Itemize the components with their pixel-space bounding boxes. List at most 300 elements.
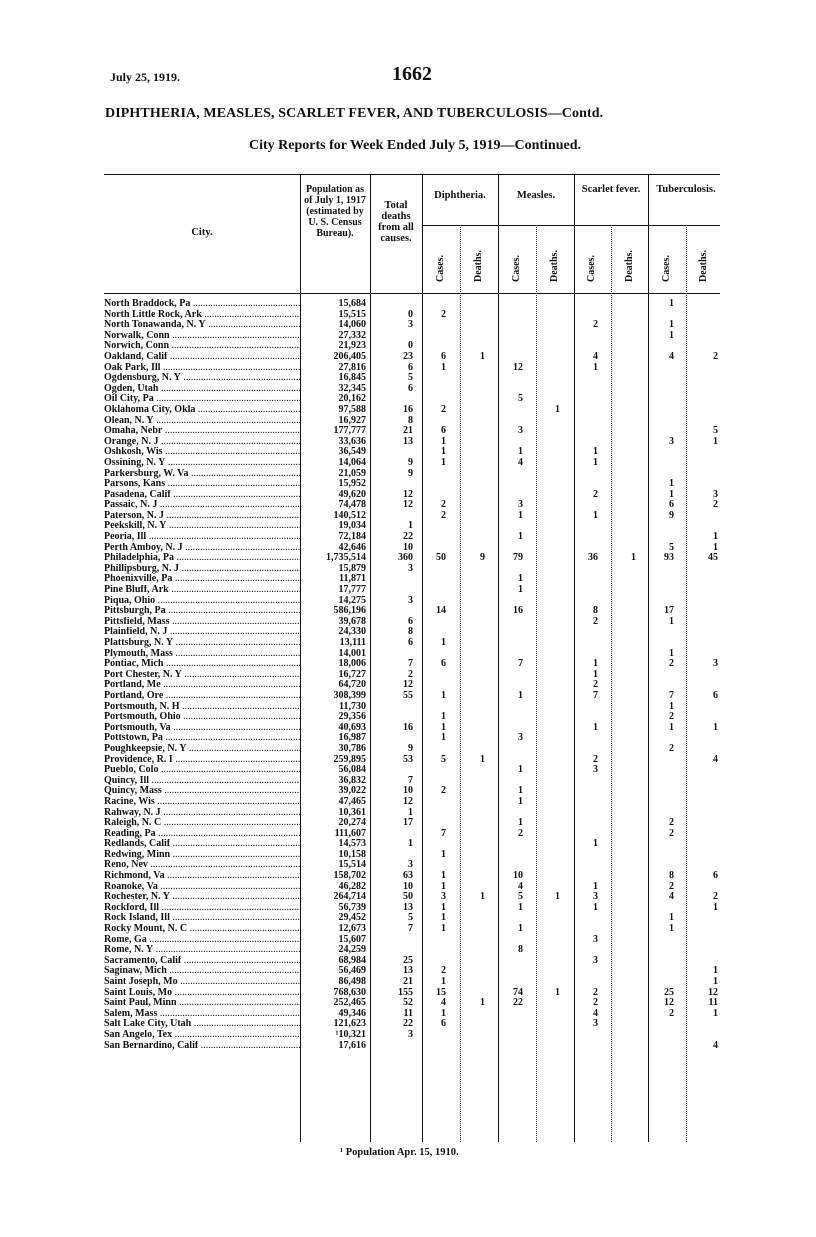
population-cell: 24,259 xyxy=(338,944,366,956)
population-cell: 56,469 xyxy=(338,965,366,977)
scarlet-fever-cases-cell: 1 xyxy=(593,668,598,680)
city-column-header: City. xyxy=(191,227,213,238)
diphtheria-cases-cell: 14 xyxy=(436,605,446,617)
population-cell: 39,022 xyxy=(338,785,366,797)
diphtheria-cases-cell: 4 xyxy=(441,997,446,1009)
total-deaths-cell: 12 xyxy=(403,795,413,807)
diphtheria-cases-cell: 1 xyxy=(441,1007,446,1019)
tuberculosis-cases-cell: 2 xyxy=(669,658,674,670)
population-cell: 14,060 xyxy=(338,319,366,331)
diphtheria-cases-cell: 1 xyxy=(441,361,446,373)
city-cell: North Little Rock, Ark ..... xyxy=(104,310,300,321)
diphtheria-cases-cell: 1 xyxy=(441,732,446,744)
city-cell: Portsmouth, Va ..... xyxy=(104,723,300,734)
scarlet-fever-cases-cell: 1 xyxy=(593,901,598,913)
scarlet-fever-deaths-cell: 1 xyxy=(631,552,636,564)
population-cell: 1,735,514 xyxy=(326,552,366,564)
tuberculosis-deaths-cell: 2 xyxy=(713,350,718,362)
city-cell: Raleigh, N. C ..... xyxy=(104,818,300,829)
city-cell: Parkersburg, W. Va ..... xyxy=(104,469,300,480)
population-cell: 15,514 xyxy=(338,859,366,871)
scarlet-fever-cases-cell: 2 xyxy=(593,319,598,331)
table-row xyxy=(104,1030,720,1041)
table-row xyxy=(104,469,720,480)
tuberculosis-cases-header: Cases. xyxy=(661,255,672,282)
measles-cases-cell: 12 xyxy=(513,361,523,373)
measles-cases-cell: 79 xyxy=(513,552,523,564)
city-cell: Olean, N. Y ..... xyxy=(104,416,300,427)
measles-cases-cell: 1 xyxy=(518,901,523,913)
diphtheria-deaths-cell: 9 xyxy=(480,552,485,564)
footnote: ¹ Population Apr. 15, 1910. xyxy=(340,1147,459,1158)
scarlet-fever-cases-cell: 1 xyxy=(593,456,598,468)
scarlet-fever-cases-cell: 4 xyxy=(593,1007,598,1019)
total-deaths-cell: 155 xyxy=(398,986,413,998)
city-cell: Plainfield, N. J ..... xyxy=(104,627,300,638)
measles-cases-cell: 22 xyxy=(513,997,523,1009)
total-deaths-cell: 7 xyxy=(408,658,413,670)
total-deaths-cell: 3 xyxy=(408,594,413,606)
tuberculosis-cases-cell: 1 xyxy=(669,319,674,331)
total-deaths-cell: 360 xyxy=(398,552,413,564)
diphtheria-cases-cell: 2 xyxy=(441,509,446,521)
scarlet-fever-cases-cell: 2 xyxy=(593,488,598,500)
population-cell: 33,636 xyxy=(338,435,366,447)
total-deaths-cell: 7 xyxy=(408,923,413,935)
population-cell: 177,777 xyxy=(333,425,366,437)
total-deaths-cell: 53 xyxy=(403,753,413,765)
diphtheria-deaths-cell: 1 xyxy=(480,350,485,362)
total-deaths-cell: 6 xyxy=(408,361,413,373)
page-date: July 25, 1919. xyxy=(110,70,181,84)
table-row xyxy=(104,458,720,469)
total-deaths-cell: 9 xyxy=(408,467,413,479)
table-row xyxy=(104,691,720,702)
measles-cases-cell: 16 xyxy=(513,605,523,617)
population-cell: 12,673 xyxy=(338,923,366,935)
scarlet-fever-cases-cell: 1 xyxy=(593,880,598,892)
population-cell: 47,465 xyxy=(338,795,366,807)
diphtheria-cases-cell: 2 xyxy=(441,785,446,797)
tuberculosis-deaths-cell: 1 xyxy=(713,541,718,553)
population-cell: 586,196 xyxy=(333,605,366,617)
tuberculosis-deaths-cell: 1 xyxy=(713,965,718,977)
total-deaths-cell: 16 xyxy=(403,403,413,415)
population-cell: 15,952 xyxy=(338,478,366,490)
diphtheria-cases-header: Cases. xyxy=(435,255,446,282)
total-deaths-cell: 23 xyxy=(403,350,413,362)
total-deaths-cell: 13 xyxy=(403,435,413,447)
scarlet-fever-cases-cell: 1 xyxy=(593,658,598,670)
diphtheria-deaths-cell: 1 xyxy=(480,753,485,765)
city-cell: Saginaw, Mich ..... xyxy=(104,966,300,977)
population-cell: 16,927 xyxy=(338,414,366,426)
city-cell: San Bernardino, Calif ..... xyxy=(104,1041,300,1052)
city-cell: Quincy, Ill ..... xyxy=(104,776,300,787)
diphtheria-column-header: Diphtheria. xyxy=(434,190,486,201)
population-cell: 21,923 xyxy=(338,340,366,352)
table-row xyxy=(104,977,720,988)
population-cell: 768,630 xyxy=(333,986,366,998)
tuberculosis-cases-cell: 1 xyxy=(669,298,674,309)
population-cell: 264,714 xyxy=(333,891,366,903)
measles-cases-cell: 74 xyxy=(513,986,523,998)
population-cell: 14,001 xyxy=(338,647,366,659)
tuberculosis-deaths-cell: 1 xyxy=(713,1007,718,1019)
city-cell: Richmond, Va ..... xyxy=(104,871,300,882)
tuberculosis-cases-cell: 8 xyxy=(669,870,674,882)
measles-column-header: Measles. xyxy=(516,190,556,201)
population-cell: 308,399 xyxy=(333,689,366,701)
page-subtitle: City Reports for Week Ended July 5, 1919—Continued. xyxy=(248,138,581,153)
tuberculosis-deaths-cell: 45 xyxy=(708,552,718,564)
total-deaths-cell: 12 xyxy=(403,488,413,500)
population-cell: 32,345 xyxy=(338,382,366,394)
total-deaths-cell: 17 xyxy=(403,817,413,829)
tuberculosis-cases-cell: 5 xyxy=(669,541,674,553)
measles-cases-cell: 1 xyxy=(518,509,523,521)
scarlet-fever-cases-cell: 1 xyxy=(593,509,598,521)
disease-header-rule xyxy=(422,225,720,226)
table-row xyxy=(104,839,720,850)
population-cell: 27,332 xyxy=(338,329,366,341)
city-cell: Piqua, Ohio ..... xyxy=(104,596,300,607)
total-deaths-cell: 1 xyxy=(408,520,413,532)
tuberculosis-cases-cell: 1 xyxy=(669,488,674,500)
total-deaths-cell: 0 xyxy=(408,340,413,352)
total-deaths-cell: 55 xyxy=(403,689,413,701)
measles-cases-cell: 1 xyxy=(518,689,523,701)
city-cell: Portland, Ore ..... xyxy=(104,691,300,702)
tuberculosis-deaths-cell: 4 xyxy=(713,1039,718,1051)
total-deaths-cell: 3 xyxy=(408,1028,413,1040)
total-deaths-cell: 50 xyxy=(403,891,413,903)
measles-cases-cell: 3 xyxy=(518,732,523,744)
total-deaths-cell: 8 xyxy=(408,414,413,426)
total-deaths-cell: 12 xyxy=(403,679,413,691)
total-deaths-cell: 0 xyxy=(408,308,413,320)
city-cell: Poughkeepsie, N. Y ..... xyxy=(104,744,300,755)
city-cell: Rochester, N. Y ..... xyxy=(104,892,300,903)
population-cell: 15,515 xyxy=(338,308,366,320)
diphtheria-cases-cell: 6 xyxy=(441,425,446,437)
diphtheria-cases-cell: 6 xyxy=(441,658,446,670)
scarlet-fever-cases-cell: 3 xyxy=(593,1018,598,1030)
population-cell: 20,274 xyxy=(338,817,366,829)
total-deaths-cell: 11 xyxy=(403,1007,413,1019)
city-cell: Redwing, Minn ..... xyxy=(104,850,300,861)
city-cell: Ogden, Utah ..... xyxy=(104,384,300,395)
city-cell: Ogdensburg, N. Y ..... xyxy=(104,373,300,384)
total-deaths-column-header: Total deaths from all causes. xyxy=(378,200,414,244)
diphtheria-cases-cell: 6 xyxy=(441,350,446,362)
city-cell: Portland, Me ..... xyxy=(104,680,300,691)
table-row xyxy=(104,1041,720,1052)
city-cell: Salem, Mass ..... xyxy=(104,1009,300,1020)
city-cell: Orange, N. J ..... xyxy=(104,437,300,448)
table-row xyxy=(104,818,720,829)
population-cell: 20,162 xyxy=(338,393,366,405)
city-cell: Peekskill, N. Y ..... xyxy=(104,521,300,532)
total-deaths-cell: 52 xyxy=(403,997,413,1009)
total-deaths-cell: 9 xyxy=(408,456,413,468)
city-cell: Sacramento, Calif ..... xyxy=(104,956,300,967)
tuberculosis-cases-cell: 1 xyxy=(669,615,674,627)
measles-cases-cell: 1 xyxy=(518,923,523,935)
city-cell: Norwich, Conn ..... xyxy=(104,341,300,352)
city-cell: Pasadena, Calif ..... xyxy=(104,490,300,501)
tuberculosis-cases-cell: 6 xyxy=(669,499,674,511)
tuberculosis-cases-cell: 1 xyxy=(669,329,674,341)
table-top-rule xyxy=(104,174,720,175)
population-cell: 15,879 xyxy=(338,562,366,574)
diphtheria-cases-cell: 1 xyxy=(441,880,446,892)
diphtheria-cases-cell: 2 xyxy=(441,308,446,320)
measles-cases-cell: 5 xyxy=(518,393,523,405)
tuberculosis-cases-cell: 4 xyxy=(669,350,674,362)
diphtheria-cases-cell: 2 xyxy=(441,403,446,415)
diphtheria-cases-cell: 1 xyxy=(441,976,446,987)
population-cell: 158,702 xyxy=(333,870,366,882)
total-deaths-cell: 12 xyxy=(403,499,413,511)
diphtheria-cases-cell: 5 xyxy=(441,753,446,765)
diphtheria-cases-cell: 50 xyxy=(436,552,446,564)
total-deaths-cell: 21 xyxy=(403,976,413,987)
tuberculosis-cases-cell: 12 xyxy=(664,997,674,1009)
population-cell: 27,816 xyxy=(338,361,366,373)
tuberculosis-deaths-cell: 1 xyxy=(713,531,718,543)
city-cell: Saint Joseph, Mo ..... xyxy=(104,977,300,988)
city-cell: Pontiac, Mich ..... xyxy=(104,659,300,670)
city-cell: Plymouth, Mass ..... xyxy=(104,649,300,660)
population-cell: 11,730 xyxy=(339,700,366,712)
tuberculosis-cases-cell: 93 xyxy=(664,552,674,564)
diphtheria-cases-cell: 1 xyxy=(441,912,446,924)
population-cell: 72,184 xyxy=(338,531,366,543)
city-cell: Omaha, Nebr ..... xyxy=(104,426,300,437)
measles-cases-cell: 7 xyxy=(518,658,523,670)
city-cell: North Tonawanda, N. Y ..... xyxy=(104,320,300,331)
measles-cases-cell: 1 xyxy=(518,785,523,797)
population-cell: 16,845 xyxy=(338,372,366,384)
population-cell: 16,727 xyxy=(338,668,366,680)
diphtheria-cases-cell: 1 xyxy=(441,435,446,447)
table-row xyxy=(104,744,720,755)
total-deaths-cell: 10 xyxy=(403,541,413,553)
tuberculosis-cases-cell: 1 xyxy=(669,478,674,490)
scarlet-fever-cases-cell: 1 xyxy=(593,721,598,733)
population-cell: 15,607 xyxy=(338,933,366,945)
table-row xyxy=(104,299,720,310)
measles-cases-cell: 4 xyxy=(518,880,523,892)
population-cell: 14,573 xyxy=(338,838,366,850)
table-row xyxy=(104,723,720,734)
total-deaths-cell: 25 xyxy=(403,954,413,966)
total-deaths-cell: 2 xyxy=(408,668,413,680)
city-cell: Pottstown, Pa ..... xyxy=(104,733,300,744)
diphtheria-cases-cell: 1 xyxy=(441,689,446,701)
total-deaths-cell: 13 xyxy=(403,965,413,977)
diphtheria-cases-cell: 3 xyxy=(441,891,446,903)
population-cell: 39,678 xyxy=(338,615,366,627)
population-cell: 97,588 xyxy=(338,403,366,415)
city-cell: North Braddock, Pa ..... xyxy=(104,299,300,310)
city-cell: Rahway, N. J ..... xyxy=(104,808,300,819)
scarlet-fever-cases-cell: 36 xyxy=(588,552,598,564)
table-row xyxy=(104,797,720,808)
total-deaths-cell: 1 xyxy=(408,806,413,818)
population-cell: 15,684 xyxy=(338,298,366,309)
tuberculosis-cases-cell: 2 xyxy=(669,742,674,754)
diphtheria-deaths-header: Deaths. xyxy=(473,250,484,282)
tuberculosis-deaths-cell: 1 xyxy=(713,976,718,987)
measles-cases-cell: 8 xyxy=(518,944,523,956)
measles-deaths-cell: 1 xyxy=(555,403,560,415)
total-deaths-cell: 3 xyxy=(408,562,413,574)
diphtheria-cases-cell: 1 xyxy=(441,870,446,882)
population-cell: 10,361 xyxy=(338,806,366,818)
total-deaths-cell: 63 xyxy=(403,870,413,882)
city-cell: Oklahoma City, Okla ..... xyxy=(104,405,300,416)
tuberculosis-deaths-cell: 1 xyxy=(713,901,718,913)
city-cell: Oak Park, Ill ..... xyxy=(104,363,300,374)
total-deaths-cell: 16 xyxy=(403,721,413,733)
diphtheria-cases-cell: 1 xyxy=(441,456,446,468)
city-cell: Phillipsburg, N. J ..... xyxy=(104,564,300,575)
table-row xyxy=(104,564,720,575)
tuberculosis-deaths-header: Deaths. xyxy=(698,250,709,282)
tuberculosis-cases-cell: 1 xyxy=(669,721,674,733)
city-cell: Reno, Nev ..... xyxy=(104,860,300,871)
tuberculosis-deaths-cell: 5 xyxy=(713,425,718,437)
scarlet-fever-cases-cell: 1 xyxy=(593,838,598,850)
city-cell: Providence, R. I ..... xyxy=(104,755,300,766)
scarlet-fever-cases-cell: 1 xyxy=(593,446,598,458)
tuberculosis-cases-cell: 7 xyxy=(669,689,674,701)
population-cell: 121,623 xyxy=(333,1018,366,1030)
city-cell: Oakland, Calif ..... xyxy=(104,352,300,363)
city-cell: Plattsburg, N. Y ..... xyxy=(104,638,300,649)
city-cell: Racine, Wis ..... xyxy=(104,797,300,808)
diphtheria-cases-cell: 1 xyxy=(441,901,446,913)
population-cell: 13,111 xyxy=(339,637,366,648)
total-deaths-cell: 7 xyxy=(408,774,413,786)
measles-cases-cell: 1 xyxy=(518,531,523,543)
scarlet-fever-cases-cell: 7 xyxy=(593,689,598,701)
scarlet-fever-cases-cell: 3 xyxy=(593,933,598,945)
table-row xyxy=(104,352,720,363)
city-cell: Passaic, N. J ..... xyxy=(104,500,300,511)
total-deaths-cell: 6 xyxy=(408,382,413,394)
tuberculosis-deaths-cell: 1 xyxy=(713,435,718,447)
population-cell: 64,720 xyxy=(338,679,366,691)
diphtheria-cases-cell: 1 xyxy=(441,848,446,860)
scarlet-fever-column-header: Scarlet fever. xyxy=(581,184,641,195)
city-cell: Pine Bluff, Ark ..... xyxy=(104,585,300,596)
table-row xyxy=(104,755,720,766)
population-cell: 259,895 xyxy=(333,753,366,765)
total-deaths-cell: 1 xyxy=(408,838,413,850)
scarlet-fever-cases-header: Cases. xyxy=(586,255,597,282)
table-row xyxy=(104,638,720,649)
population-cell: 19,034 xyxy=(338,520,366,532)
measles-deaths-header: Deaths. xyxy=(549,250,560,282)
table-header-rule xyxy=(104,293,720,294)
city-cell: Norwalk, Conn ..... xyxy=(104,331,300,342)
population-cell: 24,330 xyxy=(338,626,366,638)
population-cell: 16,987 xyxy=(338,732,366,744)
page-number: 1662 xyxy=(392,63,432,85)
tuberculosis-column-header: Tuberculosis. xyxy=(656,184,716,195)
tuberculosis-cases-cell: 2 xyxy=(669,817,674,829)
population-cell: 36,549 xyxy=(338,446,366,458)
population-cell: 14,275 xyxy=(338,594,366,606)
measles-cases-cell: 3 xyxy=(518,425,523,437)
diphtheria-cases-cell: 2 xyxy=(441,499,446,511)
total-deaths-cell: 9 xyxy=(408,742,413,754)
city-cell: Ossining, N. Y ..... xyxy=(104,458,300,469)
population-cell: 10,158 xyxy=(338,848,366,860)
population-cell: 56,084 xyxy=(338,764,366,776)
population-cell: 140,512 xyxy=(333,509,366,521)
tuberculosis-cases-cell: 3 xyxy=(669,435,674,447)
city-cell: Saint Paul, Minn ..... xyxy=(104,998,300,1009)
diphtheria-cases-cell: 1 xyxy=(441,446,446,458)
tuberculosis-cases-cell: 2 xyxy=(669,711,674,723)
scarlet-fever-cases-cell: 2 xyxy=(593,679,598,691)
measles-cases-cell: 1 xyxy=(518,764,523,776)
tuberculosis-deaths-cell: 6 xyxy=(713,689,718,701)
city-cell: Perth Amboy, N. J ..... xyxy=(104,543,300,554)
measles-cases-header: Cases. xyxy=(511,255,522,282)
population-cell: ¹10,321 xyxy=(335,1028,366,1040)
scarlet-fever-cases-cell: 3 xyxy=(593,891,598,903)
table-row xyxy=(104,702,720,713)
city-cell: Redlands, Calif ..... xyxy=(104,839,300,850)
tuberculosis-cases-cell: 2 xyxy=(669,1007,674,1019)
city-cell: Reading, Pa ..... xyxy=(104,829,300,840)
tuberculosis-cases-cell: 4 xyxy=(669,891,674,903)
page-title: DIPHTHERIA, MEASLES, SCARLET FEVER, AND TUBERCULOSIS—Contd. xyxy=(105,106,604,121)
population-cell: 111,607 xyxy=(334,827,366,839)
diphtheria-cases-cell: 15 xyxy=(436,986,446,998)
population-cell: 252,465 xyxy=(333,997,366,1009)
measles-cases-cell: 2 xyxy=(518,827,523,839)
measles-deaths-cell: 1 xyxy=(555,891,560,903)
tuberculosis-deaths-cell: 12 xyxy=(708,986,718,998)
city-cell: Parsons, Kans ..... xyxy=(104,479,300,490)
table-row xyxy=(104,924,720,935)
tuberculosis-cases-cell: 1 xyxy=(669,912,674,924)
population-cell: 29,356 xyxy=(338,711,366,723)
population-cell: 29,452 xyxy=(338,912,366,924)
tuberculosis-cases-cell: 25 xyxy=(664,986,674,998)
diphtheria-cases-cell: 7 xyxy=(441,827,446,839)
measles-cases-cell: 1 xyxy=(518,573,523,585)
total-deaths-cell: 6 xyxy=(408,637,413,648)
table-row xyxy=(104,596,720,607)
table-row xyxy=(104,405,720,416)
population-cell: 42,646 xyxy=(338,541,366,553)
city-cell: Rockford, Ill ..... xyxy=(104,903,300,914)
tuberculosis-deaths-cell: 11 xyxy=(708,997,718,1009)
city-cell: Portsmouth, Ohio ..... xyxy=(104,712,300,723)
city-cell: Rock Island, Ill ..... xyxy=(104,913,300,924)
measles-cases-cell: 5 xyxy=(518,891,523,903)
table-row xyxy=(104,320,720,331)
city-cell: Rome, N. Y ..... xyxy=(104,945,300,956)
population-cell: 74,478 xyxy=(338,499,366,511)
